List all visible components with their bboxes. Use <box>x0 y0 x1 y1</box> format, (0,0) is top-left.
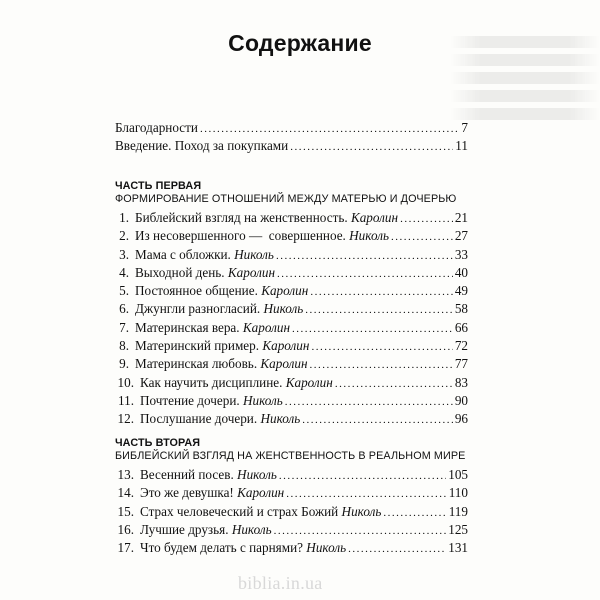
leader-dots <box>310 357 453 373</box>
leader-dots <box>348 541 446 557</box>
chapter-number: 4. <box>119 264 129 280</box>
chapter-number: 6. <box>119 301 129 317</box>
chapter-page: 119 <box>448 503 468 519</box>
leader-dots <box>311 339 452 355</box>
leader-dots <box>285 394 453 410</box>
chapter-number: 10. <box>117 374 134 390</box>
chapter-title: Материнский пример. <box>135 338 260 354</box>
chapter-page: 105 <box>448 467 468 482</box>
chapter-author: Николь <box>231 521 272 537</box>
chapter-number: 8. <box>119 338 129 354</box>
entry-page: 7 <box>461 120 468 135</box>
chapter-title: Материнская вера. <box>135 319 240 335</box>
entry-page: 11 <box>455 138 468 154</box>
chapter-title: Что будем делать с парнями? <box>140 540 303 556</box>
chapter-page: 110 <box>448 485 468 501</box>
toc-entry-chapter-7[interactable] <box>115 320 468 338</box>
toc-entry-introduction[interactable] <box>115 138 468 156</box>
chapter-title: Материнская любовь. <box>135 356 258 372</box>
toc-entry-chapter-17[interactable] <box>115 540 468 558</box>
chapter-title: Постоянное общение. <box>135 283 258 299</box>
chapter-author: Каролин <box>261 283 309 299</box>
front-matter-list <box>115 120 468 157</box>
leader-dots <box>279 468 446 484</box>
toc-entry-chapter-3[interactable] <box>115 247 468 265</box>
chapter-number: 3. <box>119 246 129 262</box>
leader-dots <box>292 321 453 337</box>
chapter-author: Николь <box>234 246 274 262</box>
chapter-page: 58 <box>454 301 468 317</box>
chapter-author: Каролин <box>260 356 308 372</box>
toc-entry-chapter-16[interactable] <box>115 522 468 540</box>
chapter-page: 33 <box>454 246 468 262</box>
toc-entry-chapter-10[interactable] <box>115 375 468 393</box>
chapter-author: Николь <box>242 392 283 408</box>
toc-entry-chapter-12[interactable] <box>115 411 468 429</box>
chapter-author: Каролин <box>237 485 285 501</box>
toc-entry-chapter-4[interactable] <box>115 265 468 283</box>
leader-dots <box>391 229 453 245</box>
chapter-number: 5. <box>119 283 129 299</box>
chapter-title: Лучшие друзья. <box>140 521 229 537</box>
entry-title: Введение. Поход за покупками <box>115 138 289 154</box>
chapter-number: 16. <box>117 521 134 537</box>
chapter-title: Почтение дочери. <box>140 392 240 408</box>
part-one-chapter-list <box>115 210 468 430</box>
chapter-page: 49 <box>454 283 468 299</box>
chapter-number: 9. <box>119 356 129 372</box>
chapter-page: 72 <box>454 338 468 354</box>
chapter-title: Послушание дочери. <box>140 411 258 427</box>
chapter-author: Николь <box>237 467 277 482</box>
chapter-author: Каролин <box>262 338 310 354</box>
part-one-label: ЧАСТЬ ПЕРВАЯ <box>115 180 202 192</box>
chapter-number: 2. <box>119 228 129 244</box>
chapter-number: 1. <box>119 210 129 225</box>
chapter-page: 40 <box>454 264 468 280</box>
chapter-page: 66 <box>454 319 468 335</box>
chapter-page: 125 <box>448 521 468 537</box>
chapter-number: 14. <box>117 485 134 501</box>
chapter-number: 15. <box>117 503 134 519</box>
chapter-author: Каролин <box>227 264 276 280</box>
chapter-number: 17. <box>117 540 134 556</box>
toc-entry-chapter-5[interactable] <box>115 283 468 301</box>
toc-entry-chapter-13[interactable] <box>115 467 468 485</box>
chapter-title: Мама с обложки. <box>135 246 231 262</box>
chapter-page: 131 <box>448 540 468 556</box>
chapter-author: Каролин <box>242 319 290 335</box>
chapter-page: 21 <box>454 210 468 225</box>
chapter-title: Выходной день. <box>135 264 225 280</box>
toc-entry-chapter-11[interactable] <box>115 393 468 411</box>
chapter-author: Николь <box>306 540 347 556</box>
toc-entry-chapter-15[interactable] <box>115 504 468 522</box>
part-two-header <box>115 437 475 463</box>
chapter-title: Весенний посев. <box>140 467 234 482</box>
part-two-label: ЧАСТЬ ВТОРАЯ <box>115 437 201 449</box>
chapter-number: 7. <box>119 319 129 335</box>
toc-entry-acknowledgements[interactable] <box>115 120 468 138</box>
chapter-author: Каролин <box>285 374 333 390</box>
leader-dots <box>200 121 459 137</box>
part-one-header <box>115 180 475 206</box>
toc-entry-chapter-14[interactable] <box>115 485 468 503</box>
leader-dots <box>335 376 453 392</box>
chapter-page: 83 <box>454 374 468 390</box>
chapter-page: 90 <box>454 392 468 408</box>
chapter-title: Библейский взгляд на женственность. <box>135 210 348 225</box>
leader-dots <box>274 523 447 539</box>
chapter-author: Николь <box>349 228 389 244</box>
leader-dots <box>276 248 453 264</box>
toc-entry-chapter-2[interactable] <box>115 228 468 246</box>
leader-dots <box>310 284 453 300</box>
chapter-page: 96 <box>454 411 468 427</box>
toc-entry-chapter-9[interactable] <box>115 356 468 374</box>
chapter-author: Каролин <box>350 210 399 225</box>
chapter-author: Николь <box>263 301 304 317</box>
entry-title: Благодарности <box>115 120 198 135</box>
part-two-chapter-list <box>115 467 468 558</box>
chapter-number: 11. <box>118 392 134 408</box>
page-title: Содержание <box>228 30 372 56</box>
site-watermark: biblia.in.ua <box>238 573 323 593</box>
chapter-title: Это же девушка! <box>140 485 234 501</box>
chapter-title: Из несовершенного — совершенное. <box>135 228 346 244</box>
leader-dots <box>305 302 453 318</box>
chapter-number: 12. <box>117 411 134 427</box>
chapter-number: 13. <box>117 467 134 482</box>
chapter-title: Как научить дисциплине. <box>140 374 283 390</box>
part-two-subtitle: БИБЛЕЙСКИЙ ВЗГЛЯД НА ЖЕНСТВЕННОСТЬ В РЕАЛЬНОМ МИРЕ <box>115 450 466 462</box>
leader-dots <box>302 412 453 428</box>
toc-entry-chapter-8[interactable] <box>115 338 468 356</box>
part-one-subtitle: ФОРМИРОВАНИЕ ОТНОШЕНИЙ МЕЖДУ МАТЕРЬЮ И ДОЧЕРЬЮ <box>115 193 457 205</box>
chapter-page: 77 <box>454 356 468 372</box>
toc-entry-chapter-1[interactable] <box>115 210 468 228</box>
leader-dots <box>277 266 453 282</box>
chapter-page: 27 <box>454 228 468 244</box>
toc-entry-chapter-6[interactable] <box>115 301 468 319</box>
chapter-title: Страх человеческий и страх Божий <box>140 503 339 519</box>
chapter-author: Николь <box>341 503 382 519</box>
chapter-title: Джунгли разногласий. <box>135 301 261 317</box>
leader-dots <box>383 505 446 521</box>
leader-dots <box>290 139 453 155</box>
leader-dots <box>400 211 453 227</box>
chapter-author: Николь <box>260 411 301 427</box>
leader-dots <box>286 486 446 502</box>
